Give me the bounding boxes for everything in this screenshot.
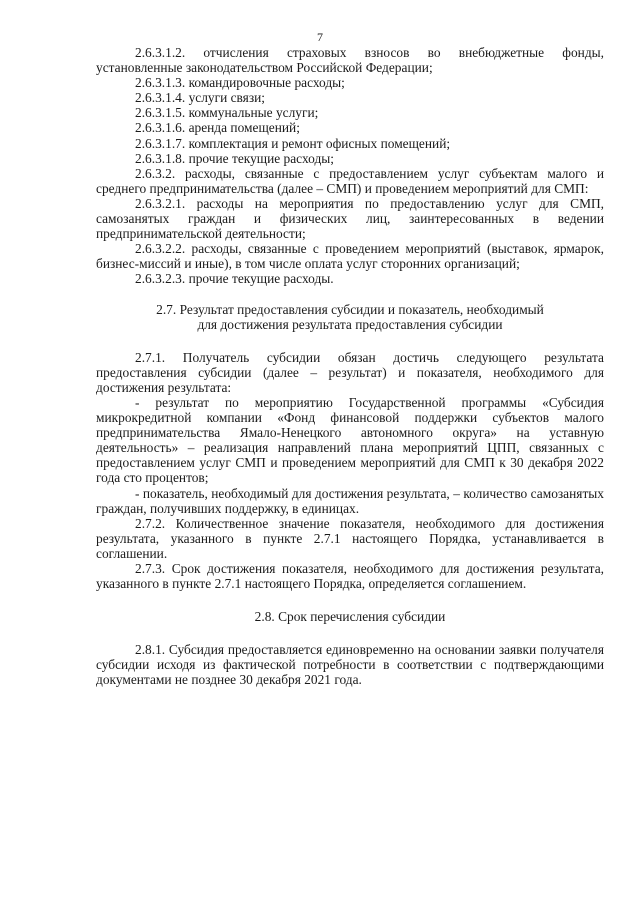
list-item: 2.6.3.1.4. услуги связи; [135,90,266,106]
list-item: 2.6.3.2.1. расходы на мероприятия по предоставлению услуг для СМП, самозанятых граждан и физических лиц, заинтересованных в ведении предпринимательской деятельности; [96,195,604,242]
page-number: 7 [317,30,323,44]
indicator-bullet: - показатель, необходимый для достижения результата, – количество самозанятых граждан, получивших поддержку, в единицах. [96,485,604,516]
list-item: 2.6.3.1.7. комплектация и ремонт офисных помещений; [135,135,451,151]
list-item: 2.6.3.1.5. коммунальные услуги; [135,105,319,121]
list-item: 2.6.3.1.8. прочие текущие расходы; [135,150,334,166]
paragraph-2-8-1: 2.8.1. Субсидия предоставляется единовременно на основании заявки получателя субсидии исходя из фактической потребности в соответствии с подтверждающими документами не позднее 30 декабря 2021 года. [96,642,604,688]
list-item: 2.6.3.2.2. расходы, связанные с проведением мероприятий (выставок, ярмарок, бизнес-миссий и иные), в том числе оплата услуг сторонних организаций; [96,241,604,272]
result-bullet: - результат по мероприятию Государственной программы «Субсидия микрокредитной компании «Фонд финансовой поддержки субъектов малого предпринимательства Ямало-Ненецкого автономного округа» на уставную деятельность» – реализация направлений плана мероприятий ЦПП, связанных с предоставлением услуг СМП и проведением мероприятий для СМП к 30 декабря 2022 года сто процентов; [96,394,604,486]
list-item: 2.6.3.1.2. отчисления страховых взносов во внебюджетные фонды, установленные законодательством Российской Федерации; [96,45,604,76]
list-item: 2.6.3.1.6. аренда помещений; [135,120,300,136]
document-body [96,45,604,688]
paragraph-2-7-3: 2.7.3. Срок достижения показателя, необходимого для достижения результата, указанного в пункте 2.7.1 настоящего Порядка, определяется соглашением. [96,561,604,592]
list-item: 2.6.3.2. расходы, связанные с предоставлением услуг субъектам малого и среднего предпринимательства (далее – СМП) и проведением мероприятий для СМП: [96,165,604,196]
list-item: 2.6.3.2.3. прочие текущие расходы. [135,271,334,287]
list-item: 2.6.3.1.3. командировочные расходы; [135,75,345,91]
section-title-2-7-line2: для достижения результата предоставления субсидии [197,316,503,332]
paragraph-2-7-2: 2.7.2. Количественное значение показателя, необходимого для достижения результата, указанного в пункте 2.7.1 настоящего Порядка, устанавливается в соглашении. [96,515,604,561]
section-title-2-8: 2.8. Срок перечисления субсидии [254,609,446,625]
paragraph-2-7-1: 2.7.1. Получатель субсидии обязан достичь следующего результата предоставления субсидии (далее – результат) и показателя, необходимого для достижения результата: [96,349,604,395]
section-title-2-7: 2.7. Результат предоставления субсидии и показатель, необходимый [156,301,544,317]
